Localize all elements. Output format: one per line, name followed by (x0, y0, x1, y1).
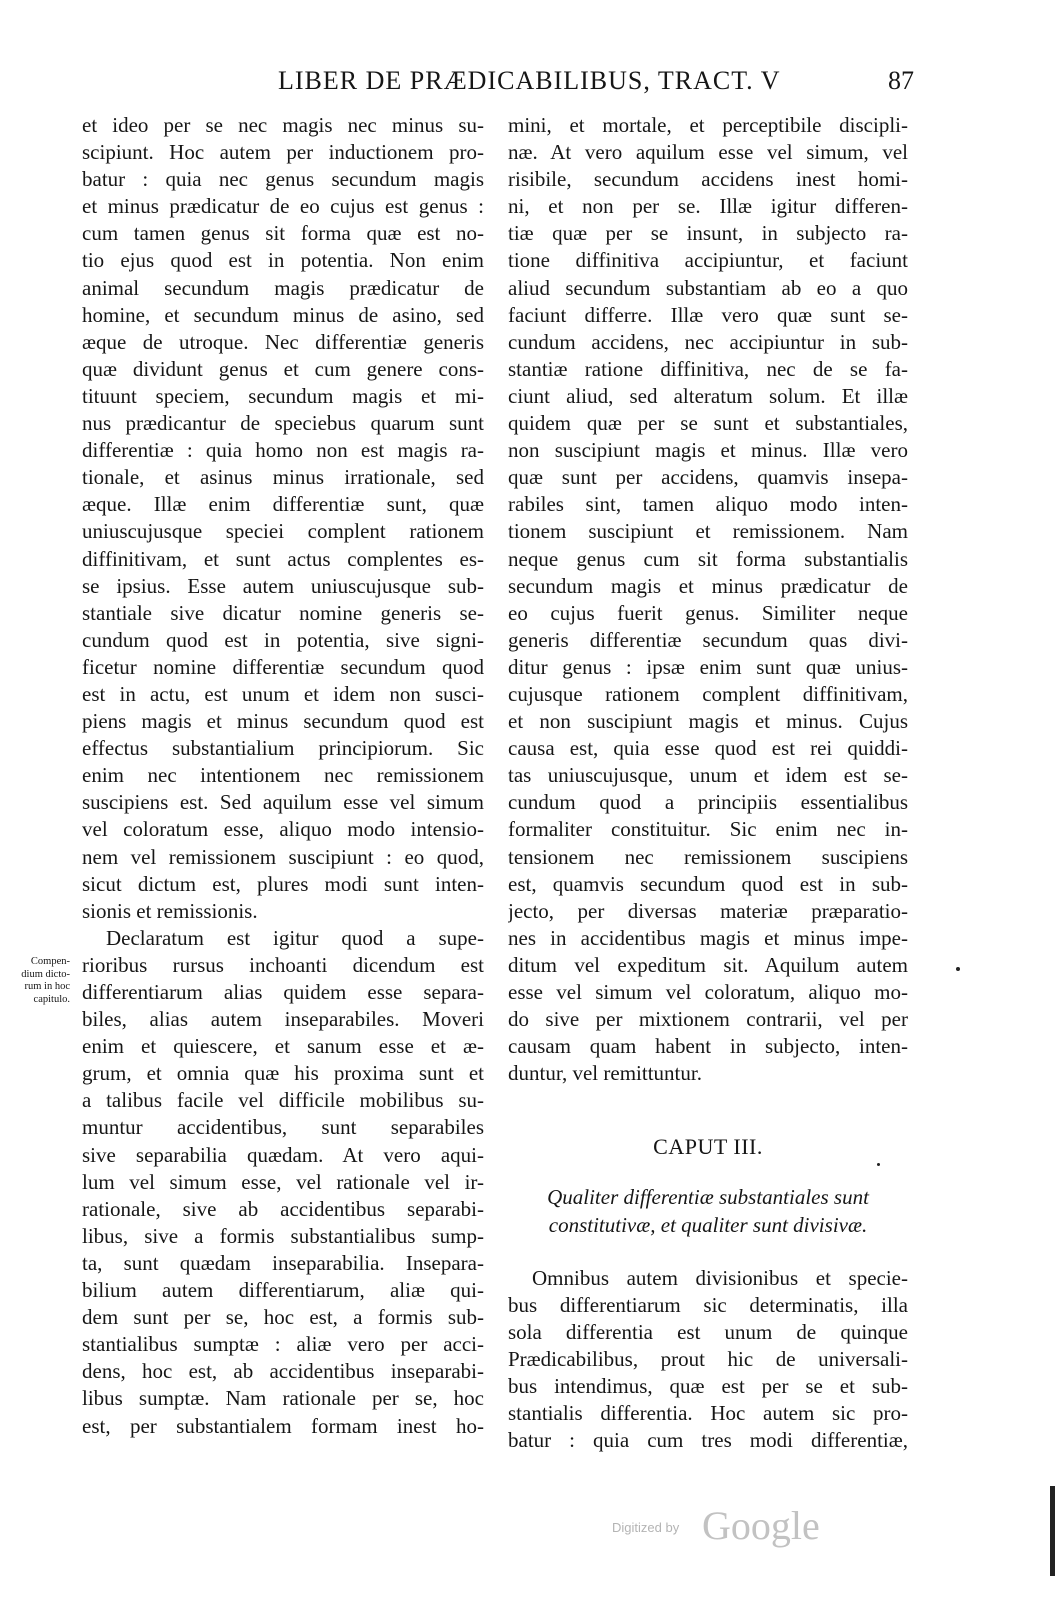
watermark-logo: Google (702, 1503, 820, 1548)
text-line: effectus substantialium principiorum. Sic (82, 736, 484, 761)
text-line: tensionem nec remissionem suscipiens (508, 844, 908, 869)
text-line: formaliter constituitur. Sic enim nec in- (508, 817, 908, 842)
left-column (82, 112, 484, 1440)
text-line: ditur genus : ipsæ enim sunt quæ unius- (508, 654, 908, 679)
text-line: scipiunt. Hoc autem per inductionem pro- (82, 140, 484, 165)
text-line: secundum magis et minus prædicatur de (508, 573, 908, 598)
text-line: tas uniuscujusque, unum et idem est se- (508, 763, 908, 788)
text-line: bus intendimus, quæ est per se et sub- (508, 1374, 908, 1399)
text-line: rioribus rursus inchoanti dicendum est (82, 952, 484, 977)
chapter-heading: CAPUT III. (653, 1134, 763, 1160)
right-column (508, 112, 908, 1454)
text-line: causam quam habent in subjecto, inten- (508, 1034, 908, 1059)
running-header (0, 66, 1055, 100)
text-line: nem vel remissionem suscipiunt : eo quod, (82, 844, 484, 869)
text-line: quæ dividunt genus et cum genere cons- (82, 356, 484, 381)
text-line: nus prædicantur de speciebus quarum sunt (82, 411, 484, 436)
text-line: quæ sunt per accidens, quamvis insepa- (508, 465, 908, 490)
marginal-note (8, 956, 70, 1006)
text-line: enim et quiescere, et sanum esse et æ- (82, 1034, 484, 1059)
text-line: vel coloratum esse, aliquo modo intensio- (82, 817, 484, 842)
text-line: sicut dictum est, plures modi sunt inten- (82, 871, 484, 896)
text-line: tiæ quæ per se insunt, in subjecto ra- (508, 221, 908, 246)
text-line: libus, sive a formis substantialibus sump- (82, 1223, 484, 1248)
text-line: rationale, sive ab accidentibus separabi- (82, 1196, 484, 1221)
text-line: eo cujus fuerit genus. Similiter neque (508, 600, 908, 625)
text-line: biles, alias autem inseparabiles. Moveri (82, 1007, 484, 1032)
text-line: æque. Illæ enim differentiæ sunt, quæ (82, 492, 484, 517)
marginal-note-line: dium dicto- (21, 968, 70, 980)
text-line: do sive per mixtionem contrarii, vel per (508, 1007, 908, 1032)
text-line: est, quamvis secundum quod est in sub- (508, 871, 908, 896)
text-line: suscipiens est. Sed aquilum esse vel simum (82, 790, 484, 815)
text-line: ficetur nomine differentiæ secundum quod (82, 654, 484, 679)
text-line: cujusque rationem complent diffinitivam, (508, 681, 908, 706)
text-line: quidem quæ per se sunt et substantiales, (508, 411, 908, 436)
text-line: cundum quod est in potentia, sive signi- (82, 627, 484, 652)
scan-speck (877, 1163, 880, 1166)
text-line: ni, et non per se. Illæ igitur differen- (508, 194, 908, 219)
text-line: tionem suscipiunt et remissionem. Nam (508, 519, 908, 544)
text-line: non suscipiunt magis et minus. Illæ vero (508, 438, 908, 463)
text-line: sionis et remissionis. (82, 898, 258, 923)
text-line: risibile, secundum accidens inest homi- (508, 167, 908, 192)
text-line: duntur, vel remittuntur. (508, 1061, 702, 1086)
text-line: næ. At vero aquilum esse vel simum, vel (508, 140, 908, 165)
watermark-caption: Digitized by (612, 1520, 680, 1535)
text-line: ta, sunt quædam inseparabilia. Insepara- (82, 1250, 484, 1275)
text-line: et non suscipiunt magis et minus. Cujus (508, 709, 908, 734)
text-line: tituunt speciem, secundum magis et mi- (82, 383, 484, 408)
text-line: stantialis differentia. Hoc autem sic pro- (508, 1401, 908, 1426)
text-line: mini, et mortale, et perceptibile discipli- (508, 113, 908, 137)
running-title: LIBER DE PRÆDICABILIBUS, TRACT. V (278, 66, 781, 95)
text-line: diffinitivam, et sunt actus complentes es- (82, 546, 484, 571)
text-line: differentiarum alias quidem esse separa- (82, 980, 484, 1004)
text-line: enim nec intentionem nec remissionem (82, 763, 484, 788)
text-line: a talibus facile vel difficile mobilibus su- (82, 1088, 484, 1113)
text-line: piens magis et minus secundum quod est (82, 709, 484, 734)
text-line: bus differentiarum sic determinatis, illa (508, 1292, 908, 1317)
text-line: batur : quia nec genus secundum magis (82, 167, 484, 192)
text-line: sive separabilia quædam. At vero aqui- (82, 1142, 484, 1167)
text-line: homine, et secundum minus de asino, sed (82, 302, 484, 327)
text-line: dens, hoc est, ab accidentibus inseparabi- (82, 1359, 484, 1384)
text-line: libus sumptæ. Nam rationale per se, hoc (82, 1386, 484, 1411)
text-line: stantialibus sumptæ : aliæ vero per acci- (82, 1332, 484, 1357)
text-line: et minus prædicatur de eo cujus est genus : (82, 194, 484, 219)
text-line: ditum vel expeditum sit. Aquilum autem (508, 952, 908, 977)
text-line: sola differentia est unum de quinque (508, 1319, 908, 1344)
text-line: aliud secundum substantiam ab eo a quo (508, 275, 908, 300)
text-line: tionale, et asinus minus irrationale, sed (82, 465, 484, 490)
text-line: dem sunt per se, hoc est, a formis sub- (82, 1305, 484, 1330)
scan-edge-mark (1050, 1486, 1055, 1576)
text-line: æque de utroque. Nec differentiæ generis (82, 329, 484, 354)
digitization-watermark (612, 1502, 842, 1550)
chapter-subtitle: Qualiter differentiæ substantiales sunt (547, 1185, 869, 1210)
text-line: rabiles sint, tamen aliquo modo inten- (508, 492, 908, 517)
text-line: causa est, quia esse quod est rei quiddi- (508, 736, 908, 761)
text-line: nes in accidentibus magis et minus impe- (508, 925, 908, 950)
text-line: ciunt aliud, sed alteratum solum. Et illæ (508, 383, 908, 408)
marginal-note-line: rum in hoc (24, 981, 70, 993)
text-line: Prædicabilibus, prout hic de universali- (508, 1346, 908, 1371)
text-line: grum, et omnia quæ his proxima sunt et (82, 1061, 484, 1086)
text-line: Omnibus autem divisionibus et specie- (532, 1265, 908, 1290)
marginal-note-line: Compen- (30, 956, 70, 967)
text-line: cundum quod a principiis essentialibus (508, 790, 908, 815)
text-line: faciunt differre. Illæ vero quæ sunt se- (508, 302, 908, 327)
text-line: neque genus cum sit forma substantialis (508, 546, 908, 571)
text-line: et ideo per se nec magis nec minus su- (82, 113, 484, 137)
text-line: se ipsius. Esse autem uniuscujusque sub- (82, 573, 484, 598)
text-line: Declaratum est igitur quod a supe- (106, 925, 484, 950)
page-number: 87 (888, 66, 914, 95)
text-line: tio ejus quod est in potentia. Non enim (82, 248, 484, 273)
text-line: bilium autem differentiarum, aliæ qui- (82, 1278, 484, 1303)
text-line: animal secundum magis prædicatur de (82, 275, 484, 300)
text-line: cundum accidens, nec accipiuntur in sub- (508, 329, 908, 354)
text-line: stantiale sive dicatur nomine generis se- (82, 600, 484, 625)
text-line: est, per substantialem formam inest ho- (82, 1413, 484, 1438)
text-line: differentiæ : quia homo non est magis ra- (82, 438, 484, 463)
text-line: batur : quia cum tres modi differentiæ, (508, 1428, 908, 1453)
text-line: cum tamen genus sit forma quæ est no- (82, 221, 484, 246)
text-line: generis differentiæ secundum quas divi- (508, 627, 908, 652)
text-line: esse vel simum vel coloratum, aliquo mo- (508, 980, 908, 1004)
text-line: est in actu, est unum et idem non susci- (82, 681, 484, 706)
text-line: muntur accidentibus, sunt separabiles (82, 1115, 484, 1140)
text-line: jecto, per diversas materiæ præparatio- (508, 898, 908, 923)
text-line: lum vel simum esse, vel rationale vel ir- (82, 1169, 484, 1194)
text-line: uniuscujusque speciei complent rationem (82, 519, 484, 544)
text-line: tione diffinitiva accipiuntur, et faciunt (508, 248, 908, 273)
text-line: stantiæ ratione diffinitiva, nec de se fa- (508, 356, 908, 381)
chapter-subtitle: constitutivæ, et qualiter sunt divisivæ. (548, 1212, 868, 1237)
scan-speck (956, 967, 960, 971)
marginal-note-line: capitulo. (33, 993, 70, 1005)
